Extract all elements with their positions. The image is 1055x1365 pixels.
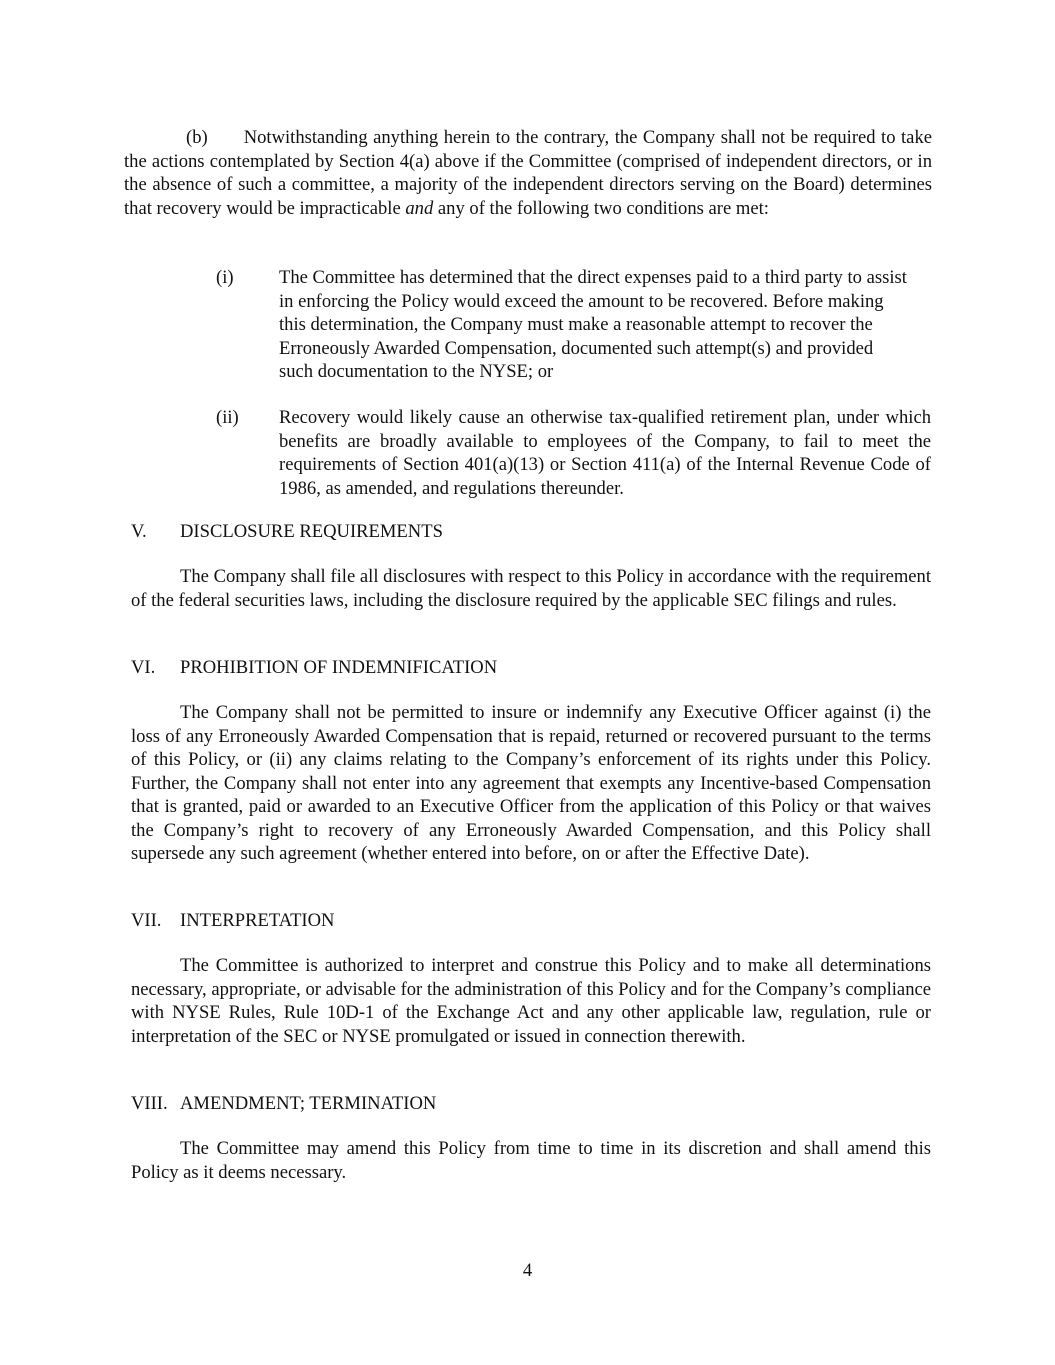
section-body-text: The Company shall file all disclosures with respect to this Policy in accordance with the requirement of the federal securities laws, including the disclosure required by the applicable SEC filings and rules.	[131, 566, 931, 611]
page-number: 4	[522, 1260, 533, 1281]
section-number: VII.	[131, 910, 162, 931]
section-title: AMENDMENT; TERMINATION	[180, 1093, 437, 1114]
condition-text: The Committee has determined that the direct expenses paid to a third party to assist in enforcing the Policy would exceed the amount to be recovered. Before making this determination, the Company must make a reasonable attempt to recover the Erroneously Awarded Compensation, documented such attempt(s) and provided such documentation to the NYSE; or	[279, 267, 907, 382]
paragraph-b	[124, 126, 932, 220]
section-heading-v	[131, 520, 443, 544]
section-title: DISCLOSURE REQUIREMENTS	[180, 521, 443, 542]
paragraph-b-text-after: any of the following two conditions are met:	[437, 197, 769, 219]
section-title: PROHIBITION OF INDEMNIFICATION	[180, 657, 498, 678]
condition-marker: (i)	[216, 267, 234, 288]
condition-item-ii	[216, 406, 932, 500]
section-body-vi	[131, 701, 931, 866]
section-number: V.	[131, 521, 147, 542]
section-title: INTERPRETATION	[180, 910, 335, 931]
paragraph-b-label: (b)	[186, 127, 208, 148]
section-number: VIII.	[131, 1093, 168, 1114]
condition-marker: (ii)	[216, 407, 239, 428]
paragraph-b-emphasis: and	[405, 197, 434, 219]
section-number: VI.	[131, 657, 156, 678]
section-heading-vii	[131, 909, 334, 933]
section-body-v	[131, 565, 931, 612]
section-body-viii	[131, 1137, 931, 1184]
condition-text: Recovery would likely cause an otherwise tax-qualified retirement plan, under which benefits are broadly available to employees of the Company, to fail to meet the requirements of Section 401(a)(13) or Section 411(a) of the Internal Revenue Code of 1986, as amended, and regulations thereunder.	[279, 407, 931, 499]
section-heading-vi	[131, 656, 497, 680]
paragraph-b-text: Notwithstanding anything herein to the contrary, the Company shall not be required to take the actions contemplated by Section 4(a) above if the Committee (comprised of independent directors, or in the absence of such a committee, a majority of the independent directors serving on the Board) determines that recovery would be impracticable	[124, 127, 932, 219]
condition-item-i	[216, 266, 932, 384]
section-body-text: The Company shall not be permitted to insure or indemnify any Executive Officer against (i) the loss of any Erroneously Awarded Compensation that is repaid, returned or recovered pursuant to the terms of this Policy, or (ii) any claims relating to the Company’s enforcement of its rights under this Policy. Further, the Company shall not enter into any agreement that exempts any Incentive-based Compensation that is granted, paid or awarded to an Executive Officer from the application of this Policy or that waives the Company’s right to recovery of any Erroneously Awarded Compensation, and this Policy shall supersede any such agreement (whether entered into before, on or after the Effective Date).	[131, 702, 931, 864]
section-body-vii	[131, 954, 931, 1048]
section-body-text: The Committee may amend this Policy from time to time in its discretion and shall amend this Policy as it deems necessary.	[131, 1138, 931, 1183]
section-body-text: The Committee is authorized to interpret and construe this Policy and to make all determinations necessary, appropriate, or advisable for the administration of this Policy and for the Company’s compliance with NYSE Rules, Rule 10D-1 of the Exchange Act and any other applicable law, regulation, rule or interpretation of the SEC or NYSE promulgated or issued in connection therewith.	[131, 955, 931, 1047]
section-heading-viii	[131, 1092, 436, 1116]
